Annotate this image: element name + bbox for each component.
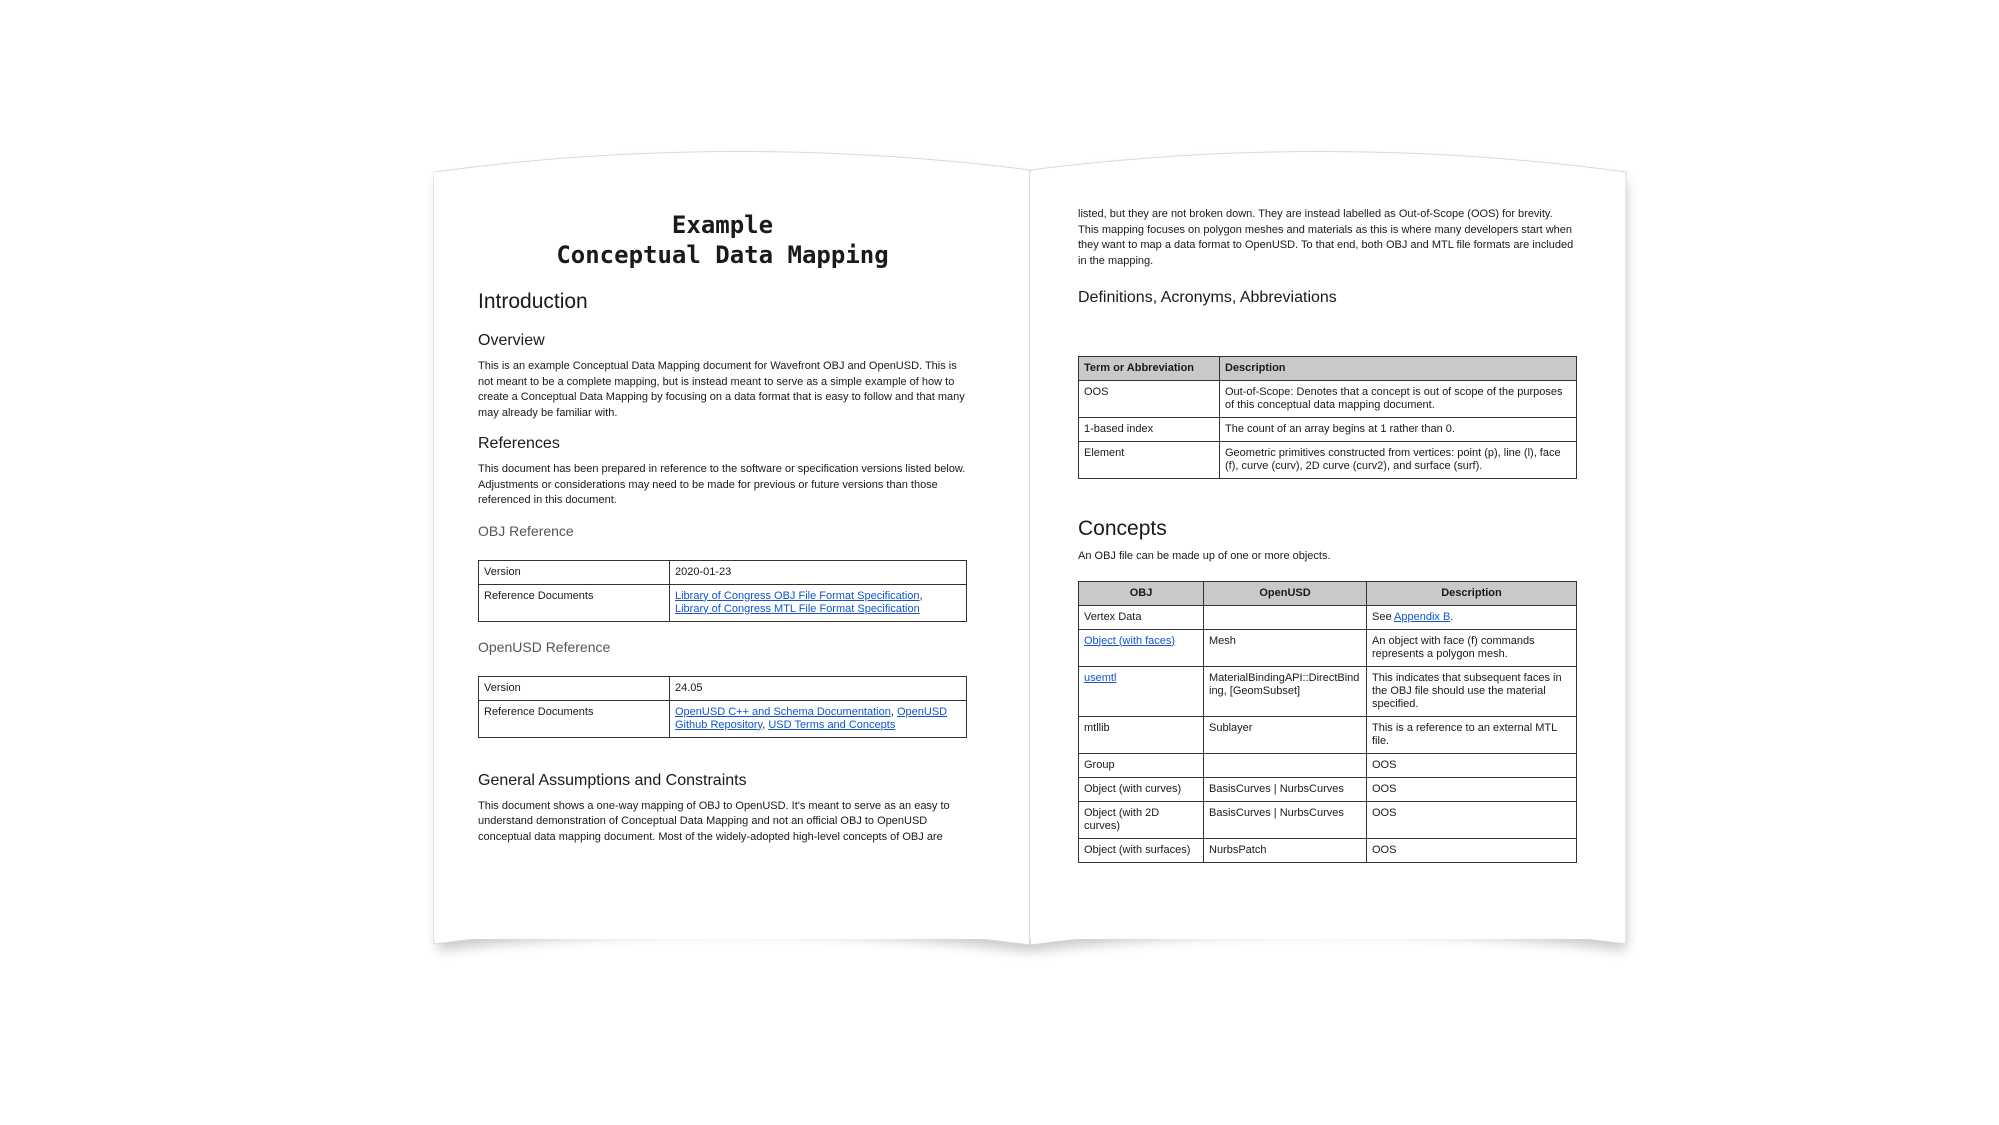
obj-spec-link[interactable]: Library of Congress OBJ File Format Specification	[675, 589, 920, 602]
obj-cell: Object (with 2D curves)	[1079, 801, 1204, 838]
concepts-heading: Concepts	[1078, 517, 1167, 540]
overview-heading: Overview	[478, 332, 545, 349]
column-header: Term or Abbreviation	[1079, 357, 1220, 381]
concepts-paragraph: An OBJ file can be made up of one or more objects.	[1078, 550, 1331, 562]
mtl-spec-link[interactable]: Library of Congress MTL File Format Specification	[675, 602, 920, 615]
description-cell: OOS	[1367, 753, 1577, 777]
link-separator: ,	[919, 589, 923, 602]
introduction-heading: Introduction	[478, 290, 588, 313]
appendix-b-link[interactable]: Appendix B	[1394, 610, 1451, 623]
openusd-cell: Mesh	[1204, 629, 1367, 666]
usemtl-link[interactable]: usemtl	[1084, 671, 1117, 684]
openusd-cell: BasisCurves | NurbsCurves	[1204, 777, 1367, 801]
usd-docs-link[interactable]: OpenUSD C++ and Schema Documentation	[675, 705, 891, 718]
reference-documents-links	[670, 700, 967, 737]
reference-documents-links	[670, 584, 967, 621]
usd-terms-link[interactable]: USD Terms and Concepts	[768, 718, 896, 731]
table-row	[1079, 605, 1577, 629]
table-header-row	[1079, 581, 1577, 605]
table-row	[1079, 381, 1577, 418]
title-line-1: Example	[671, 211, 774, 239]
description-text: See	[1372, 610, 1395, 623]
version-label: Version	[479, 560, 670, 584]
table-row	[1079, 666, 1577, 716]
term-cell: OOS	[1079, 381, 1220, 418]
right-page	[1030, 172, 1625, 939]
description-cell: Out-of-Scope: Denotes that a concept is out of scope of the purposes of this conceptual data mapping document.	[1220, 381, 1577, 418]
focus-paragraph: This mapping focuses on polygon meshes and materials as this is where many developers start when they want to map a data format to OpenUSD. To that end, both OBJ and MTL file formats are included in the mapping.	[1078, 223, 1574, 267]
assumptions-heading: General Assumptions and Constraints	[478, 771, 747, 789]
obj-cell: Object (with surfaces)	[1079, 838, 1204, 862]
table-header-row	[1079, 357, 1577, 381]
title-line-2: Conceptual Data Mapping	[556, 241, 889, 269]
description-cell: OOS	[1367, 801, 1577, 838]
assumptions-paragraph: This document shows a one-way mapping of OBJ to OpenUSD. It's meant to serve as an easy to understand demonstration of Conceptual Data Mapping and not an official OBJ to OpenUSD conceptual data mapping document. Most of the widely-adopted high-level concepts of OBJ are	[478, 799, 950, 843]
overview-paragraph: This is an example Conceptual Data Mapping document for Wavefront OBJ and OpenUSD. This is not meant to be a complete mapping, but is instead meant to serve as a simple example of how to create a Conceptual Data Mapping by focusing on a data format that is easy to follow and that many may already be familiar with.	[478, 360, 965, 419]
assumptions-continued: listed, but they are not broken down. They are instead labelled as Out-of-Scope (OOS) for brevity.	[1078, 208, 1553, 220]
references-heading: References	[478, 435, 560, 452]
obj-cell	[1079, 629, 1204, 666]
openusd-reference-heading: OpenUSD Reference	[478, 638, 611, 655]
obj-cell	[1079, 666, 1204, 716]
openusd-reference-table	[478, 676, 967, 738]
column-header: OpenUSD	[1204, 581, 1367, 605]
table-row	[1079, 838, 1577, 862]
openusd-cell: NurbsPatch	[1204, 838, 1367, 862]
description-cell: OOS	[1367, 838, 1577, 862]
table-row	[479, 560, 967, 584]
table-row	[479, 676, 967, 700]
description-cell: This is a reference to an external MTL file.	[1367, 716, 1577, 753]
obj-cell: mtllib	[1079, 716, 1204, 753]
table-row	[1079, 801, 1577, 838]
table-row	[479, 584, 967, 621]
description-cell: OOS	[1367, 777, 1577, 801]
description-cell: Geometric primitives constructed from vertices: point (p), line (l), face (f), curve (curv), 2D curve (curv2), and surface (surf).	[1220, 442, 1577, 479]
concepts-table	[1078, 581, 1577, 863]
document-title	[478, 210, 967, 270]
column-header: Description	[1367, 581, 1577, 605]
link-separator: ,	[890, 705, 897, 718]
openusd-cell	[1204, 753, 1367, 777]
table-row	[1079, 753, 1577, 777]
column-header: Description	[1220, 357, 1577, 381]
description-cell: An object with face (f) commands represents a polygon mesh.	[1367, 629, 1577, 666]
obj-cell: Object (with curves)	[1079, 777, 1204, 801]
version-value: 2020-01-23	[670, 560, 967, 584]
table-row	[479, 700, 967, 737]
table-row	[1079, 629, 1577, 666]
openusd-cell: BasisCurves | NurbsCurves	[1204, 801, 1367, 838]
openusd-cell: MaterialBindingAPI::DirectBinding, [GeomSubset]	[1204, 666, 1367, 716]
openusd-cell: Sublayer	[1204, 716, 1367, 753]
description-cell: The count of an array begins at 1 rather than 0.	[1220, 418, 1577, 442]
obj-cell: Vertex Data	[1079, 605, 1204, 629]
version-value: 24.05	[670, 676, 967, 700]
term-cell: 1-based index	[1079, 418, 1220, 442]
term-cell: Element	[1079, 442, 1220, 479]
usd-github-link[interactable]: OpenUSD Github Repository	[675, 705, 948, 731]
link-separator: ,	[762, 718, 769, 731]
obj-reference-heading: OBJ Reference	[478, 522, 574, 539]
table-row	[1079, 777, 1577, 801]
table-row	[1079, 442, 1577, 479]
description-cell	[1367, 605, 1577, 629]
description-cell: This indicates that subsequent faces in the OBJ file should use the material specified.	[1367, 666, 1577, 716]
openusd-cell	[1204, 605, 1367, 629]
reference-documents-label: Reference Documents	[479, 700, 670, 737]
description-suffix: .	[1450, 610, 1454, 623]
reference-documents-label: Reference Documents	[479, 584, 670, 621]
table-row	[1079, 418, 1577, 442]
left-page	[434, 172, 1029, 939]
version-label: Version	[479, 676, 670, 700]
obj-reference-table	[478, 560, 967, 622]
column-header: OBJ	[1079, 581, 1204, 605]
definitions-heading: Definitions, Acronyms, Abbreviations	[1078, 289, 1337, 306]
object-with-faces-link[interactable]: Object (with faces)	[1084, 634, 1176, 647]
definitions-table	[1078, 356, 1577, 479]
obj-cell: Group	[1079, 753, 1204, 777]
references-paragraph: This document has been prepared in reference to the software or specification versions listed below. Adjustments or considerations may need to be made for previous or future versions than those referenced in this document.	[478, 463, 966, 506]
table-row	[1079, 716, 1577, 753]
